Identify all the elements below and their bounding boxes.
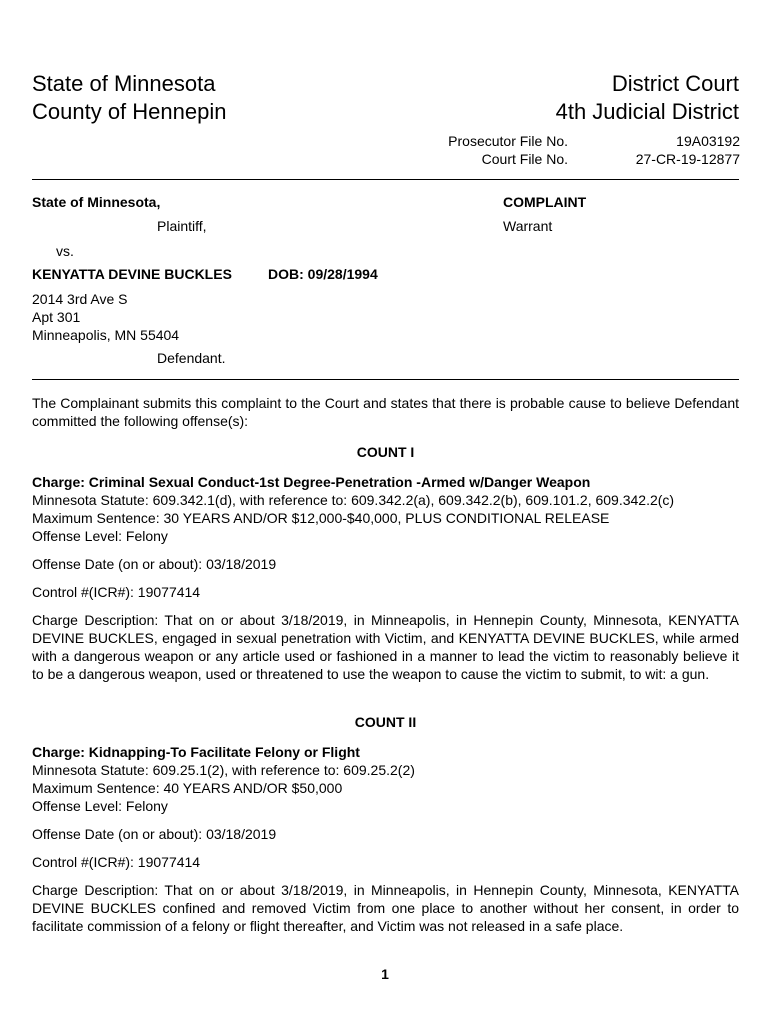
count-1-details <box>32 473 739 545</box>
plaintiff-role: Plaintiff, <box>157 218 207 234</box>
count-2-control: Control #(ICR#): 19077414 <box>32 854 201 870</box>
defendant-role: Defendant. <box>157 350 226 366</box>
prosecutor-file-value: 19A03192 <box>676 133 740 149</box>
top-divider <box>32 179 739 180</box>
county-name: County of Hennepin <box>32 99 227 124</box>
versus-label: vs. <box>56 243 74 259</box>
intro-paragraph: The Complainant submits this complaint to the Court and states that there is probable cause to believe Defendant committed the following offense(s): <box>32 395 739 429</box>
court-name: District Court <box>611 71 739 96</box>
defendant-name: KENYATTA DEVINE BUCKLES <box>32 266 232 282</box>
count-2-charge: Charge: Kidnapping-To Facilitate Felony or Flight <box>32 744 360 760</box>
count-2-heading: COUNT II <box>354 714 417 730</box>
court-file-value: 27-CR-19-12877 <box>635 151 740 167</box>
court-block <box>556 70 739 126</box>
state-name: State of Minnesota <box>32 71 216 96</box>
document-subtype: Warrant <box>503 218 553 234</box>
file-numbers <box>420 132 740 168</box>
count-1-max-sentence: Maximum Sentence: 30 YEARS AND/OR $12,000-$40,000, PLUS CONDITIONAL RELEASE <box>32 510 610 526</box>
count-1-level: Offense Level: Felony <box>32 528 168 544</box>
document-type: COMPLAINT <box>503 194 587 210</box>
count-2-max-sentence: Maximum Sentence: 40 YEARS AND/OR $50,000 <box>32 780 343 796</box>
jurisdiction-block <box>32 70 226 126</box>
count-1-offense-date: Offense Date (on or about): 03/18/2019 <box>32 556 277 572</box>
prosecutor-file-row <box>420 132 740 150</box>
count-2-offense-date: Offense Date (on or about): 03/18/2019 <box>32 826 277 842</box>
address-line-2: Apt 301 <box>32 309 81 325</box>
caption-divider <box>32 379 739 380</box>
page-number: 1 <box>381 966 389 982</box>
count-1-control: Control #(ICR#): 19077414 <box>32 584 201 600</box>
judicial-district: 4th Judicial District <box>555 99 739 124</box>
count-1-heading: COUNT I <box>356 444 415 460</box>
defendant-dob: DOB: 09/28/1994 <box>268 266 378 282</box>
address-line-3: Minneapolis, MN 55404 <box>32 327 180 343</box>
count-2-statute: Minnesota Statute: 609.25.1(2), with reference to: 609.25.2(2) <box>32 762 415 778</box>
plaintiff-name: State of Minnesota, <box>32 194 161 210</box>
court-file-row <box>420 150 740 168</box>
count-2-level: Offense Level: Felony <box>32 798 168 814</box>
prosecutor-file-label: Prosecutor File No. <box>448 133 568 149</box>
count-1-description: Charge Description: That on or about 3/18/2019, in Minneapolis, in Hennepin County, Minnesota, KENYATTA DEVINE BUCKLES, engaged in sexual penetration with Victim, and KENYATTA DEVINE BUCKLES, while armed with a dangerous weapon or any article used or fashioned in a manner to lead the victim to reasonably believe it to be a dangerous weapon, used or threatened to use the weapon to cause the victim to submit, to wit: a gun. <box>32 612 739 682</box>
court-file-label: Court File No. <box>481 151 568 167</box>
count-2-details <box>32 743 739 815</box>
count-1-statute: Minnesota Statute: 609.342.1(d), with reference to: 609.342.2(a), 609.342.2(b), 609.101.2, 609.342.2(c) <box>32 492 675 508</box>
address-line-1: 2014 3rd Ave S <box>32 291 128 307</box>
count-1-charge: Charge: Criminal Sexual Conduct-1st Degree-Penetration -Armed w/Danger Weapon <box>32 474 591 490</box>
count-2-description: Charge Description: That on or about 3/18/2019, in Minneapolis, in Hennepin County, Minnesota, KENYATTA DEVINE BUCKLES confined and removed Victim from one place to another without her consent, in order to facilitate commission of a felony or flight thereafter, and Victim was not released in a safe place. <box>32 882 739 934</box>
